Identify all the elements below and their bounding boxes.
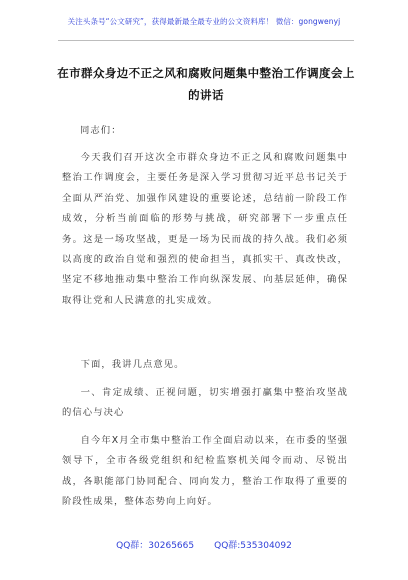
- section-heading-1: 一、肯定成绩、正视问题，切实增强打赢集中整治攻坚战的信心与决心: [62, 387, 348, 419]
- footer-qq-group-2: QQ群:535304092: [214, 541, 292, 551]
- header-notice: 关注头条号“公文研究”，获得最新最全最专业的公文资料库！ 微信：gongwenyj: [67, 17, 341, 26]
- body-paragraph-1: 今天我们召开这次全市群众身边不正之风和腐败问题集中整治工作调度会，主要任务是深入学习贯彻习近平总书记关于全面从严治党、加强作风建设的重要论述，总结前一阶段工作成效，分析当前面临的形势与挑战，研究部署下一步重点任务。这是一场攻坚战，更是一场为民而战的持久战。我们必须以高度的政治自觉和强烈的使命担当，真抓实干、真改快改，坚定不移地推动集中整治工作向纵深发展、向基层延伸，确保取得让党和人民满意的扎实成效。: [62, 152, 348, 306]
- header-divider: [58, 40, 354, 41]
- document-title: 在市群众身边不正之风和腐败问题集中整治工作调度会上的讲话: [57, 66, 355, 102]
- footer-qq-group-1: QQ群：30265665: [116, 541, 195, 551]
- footer-contacts: [0, 538, 408, 551]
- body-paragraph-3: 自今年X月全市集中整治工作全面启动以来，在市委的坚强领导下，全市各级党组织和纪检监察机关闻令而动、尽锐出战，各职能部门协同配合、同向发力，整治工作取得了重要的阶段性成果，整体态势向上向好。: [62, 435, 348, 508]
- body-paragraph-2: 下面，我讲几点意见。: [80, 359, 185, 370]
- salutation: 同志们：: [80, 125, 122, 136]
